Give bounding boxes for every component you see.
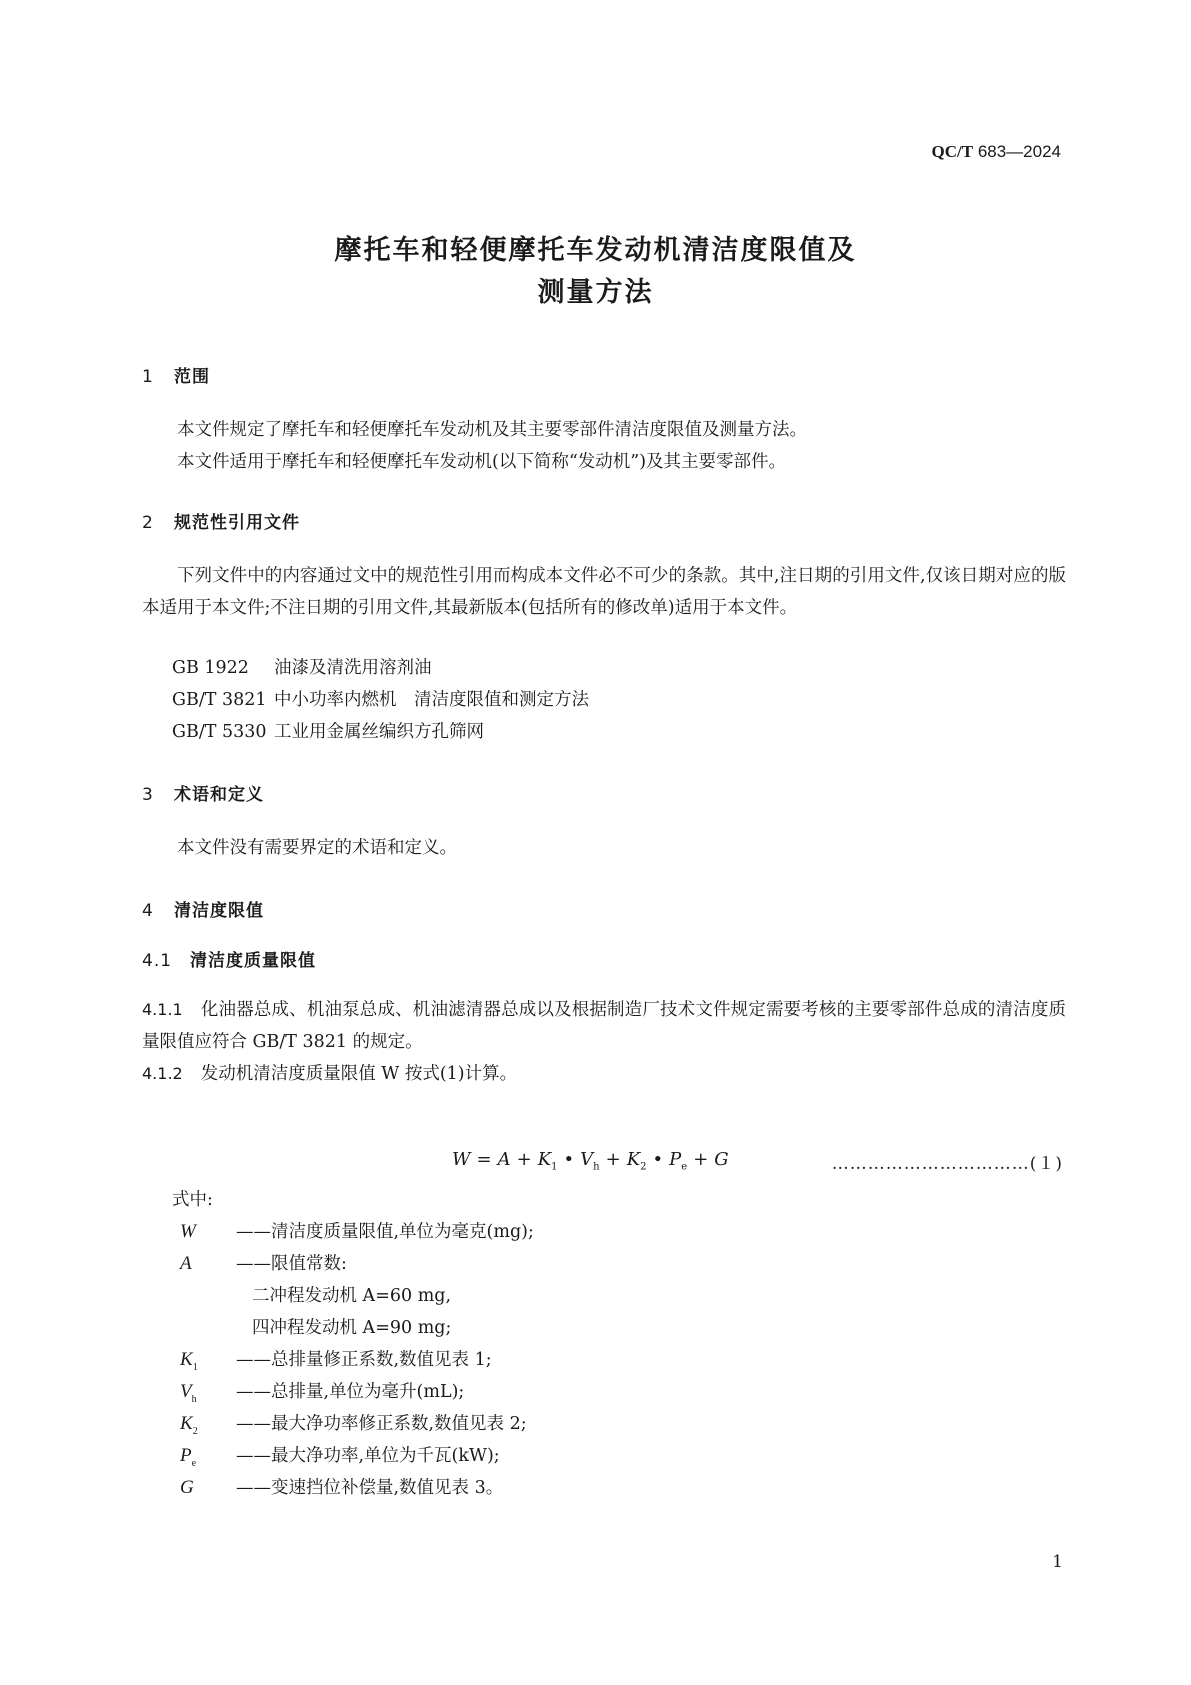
formula-number: ……………………………(１) [831,1154,1063,1174]
symbol-vh: $V_h$ ——总排量,单位为毫升(mL); [180,1381,465,1405]
section-2-paragraph: 下列文件中的内容通过文中的规范性引用而构成本文件必不可少的条款。其中,注日期的引用文件,仅该日期对应的版本适用于本文件;不注日期的引用文件,其最新版本(包括所有的修改单)适用于本文件。 [142,566,1066,618]
clause-4-1-2: 4.1.2 发动机清洁度质量限值 W 按式(1)计算。 [142,1064,518,1084]
symbol-k2: $K_2$ ——最大净功率修正系数,数值见表 2; [180,1413,527,1437]
clause-4-1-1: 4.1.1 化油器总成、机油泵总成、机油滤清器总成以及根据制造厂技术文件规定需要考核的主要零部件总成的清洁度质量限值应符合 GB/T 3821 的规定。 [142,1000,1066,1052]
section-1-heading: 1 范围 [142,367,210,387]
symbol-w: W ——清洁度质量限值,单位为毫克(mg); [180,1221,534,1242]
reference-gb1922: GB 1922 油漆及清洗用溶剂油 [172,658,432,678]
symbol-a: A ——限值常数: [180,1253,347,1274]
reference-gbt5330: GB/T 5330 工业用金属丝编织方孔筛网 [172,722,484,742]
section-3-heading: 3 术语和定义 [142,785,264,805]
standard-number: QC/T 683—2024 [931,142,1061,161]
formula-1: $W = A + K_1$ • $V_h + K_2$ • $P_e + G$ [452,1149,729,1173]
section-3-paragraph: 本文件没有需要界定的术语和定义。 [177,838,457,858]
page-number: 1 [1052,1552,1063,1572]
document-title-line2: 测量方法 [537,277,654,308]
section-4-heading: 4 清洁度限值 [142,901,264,921]
symbol-a-four-stroke: 四冲程发动机 A=90 mg; [252,1318,452,1338]
symbol-a-two-stroke: 二冲程发动机 A=60 mg, [252,1286,452,1306]
where-label: 式中: [172,1190,213,1210]
section-1-paragraph-1: 本文件规定了摩托车和轻便摩托车发动机及其主要零部件清洁度限值及测量方法。 [177,420,807,440]
section-4-1-heading: 4.1 清洁度质量限值 [142,951,316,971]
document-title-line1: 摩托车和轻便摩托车发动机清洁度限值及 [334,235,857,266]
section-2-heading: 2 规范性引用文件 [142,513,300,533]
symbol-k1: $K_1$ ——总排量修正系数,数值见表 1; [180,1349,492,1373]
symbol-g: G ——变速挡位补偿量,数值见表 3。 [180,1477,504,1498]
symbol-pe: $P_e$ ——最大净功率,单位为千瓦(kW); [180,1445,500,1469]
reference-gbt3821: GB/T 3821 中小功率内燃机 清洁度限值和测定方法 [172,690,589,710]
section-1-paragraph-2: 本文件适用于摩托车和轻便摩托车发动机(以下简称“发动机”)及其主要零部件。 [177,452,787,472]
